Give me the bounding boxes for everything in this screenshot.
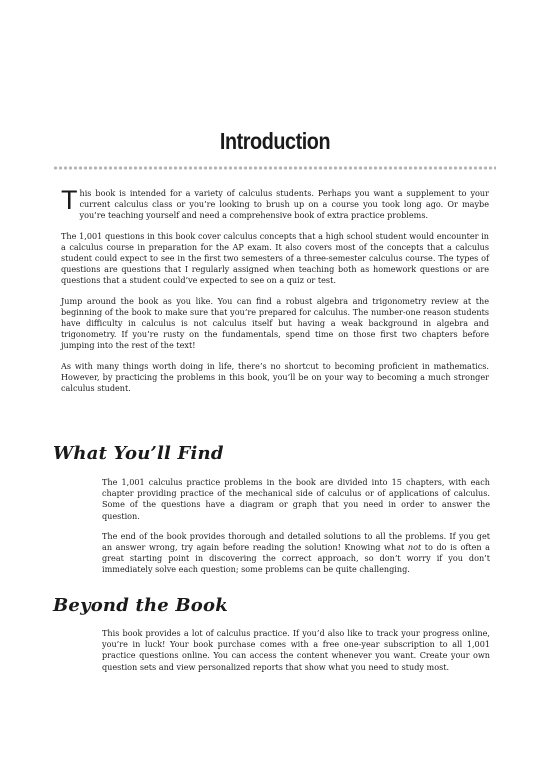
intro-paragraph-2: The 1,001 questions in this book cover calculus concepts that a high school student would encounter in a calculus course in preparation for the AP exam. It also covers most of the concepts that a calculus student could expect to see in the first two semesters of a three-semester calculus course. The types of questions are questions that I regularly assigned when teaching both as homework questions or are questions that a student could’ve expected to see on a quiz or test. xyxy=(61,230,489,286)
find-paragraph-1: The 1,001 calculus practice problems in the book are divided into 15 chapters, with each chapter providing practice of the mechanical side of calculus or of applications of calculus. Some of the questions have a diagram or graph that you need in order to answer the question. xyxy=(102,477,490,521)
find-paragraph-2-b: to do is often a great starting point in discovering the correct approach, so don’t worry if you don’t immediately solve each question; some problems can be quite challenging. xyxy=(102,542,490,575)
intro-paragraph-1 xyxy=(61,185,489,222)
section-body-what-youll-find xyxy=(102,477,490,585)
intro-paragraph-1-text: his book is intended for a variety of calculus students. Perhaps you want a supplement to your current calculus class or you’re looking to brush up on a course you took long ago. Or maybe you’re teaching yourself and need a comprehensive book of extra practice problems. xyxy=(79,188,489,221)
find-paragraph-2 xyxy=(102,531,490,576)
find-paragraph-2-emphasis: not xyxy=(407,542,422,553)
section-heading-what-youll-find: What You’ll Find xyxy=(53,443,224,464)
intro-paragraph-3: Jump around the book as you like. You can find a robust algebra and trigonometry review at the beginning of the book to make sure that you’re prepared for calculus. The number-one reason students have difficulty in calculus is not calculus itself but having a weak background in algebra and trigonometry. If you’re rusty on the fundamentals, spend time on those first two chapters before jumping into the rest of the text! xyxy=(61,295,489,351)
section-body-beyond-the-book xyxy=(102,628,490,682)
section-heading-beyond-the-book: Beyond the Book xyxy=(53,595,228,616)
intro-paragraph-4: As with many things worth doing in life, there’s no shortcut to becoming proficient in mathematics. However, by practicing the problems in this book, you’ll be on your way to becoming a much stronger calculus student. xyxy=(61,360,489,394)
beyond-paragraph-1: This book provides a lot of calculus practice. If you’d also like to track your progress online, you’re in luck! Your book purchase comes with a free one-year subscription to all 1,001 practice questions online. You can access the content whenever you want. Create your own question sets and view personalized reports that show what you need to study most. xyxy=(102,628,490,672)
find-paragraph-2-a: The end of the book provides thorough and detailed solutions to all the problems. If you get an answer wrong, try again before reading the solution! Knowing what xyxy=(102,530,490,553)
drop-cap: T xyxy=(61,185,78,215)
chapter-title: Introduction xyxy=(219,128,331,154)
dotted-rule xyxy=(53,165,496,171)
intro-body xyxy=(61,185,489,403)
